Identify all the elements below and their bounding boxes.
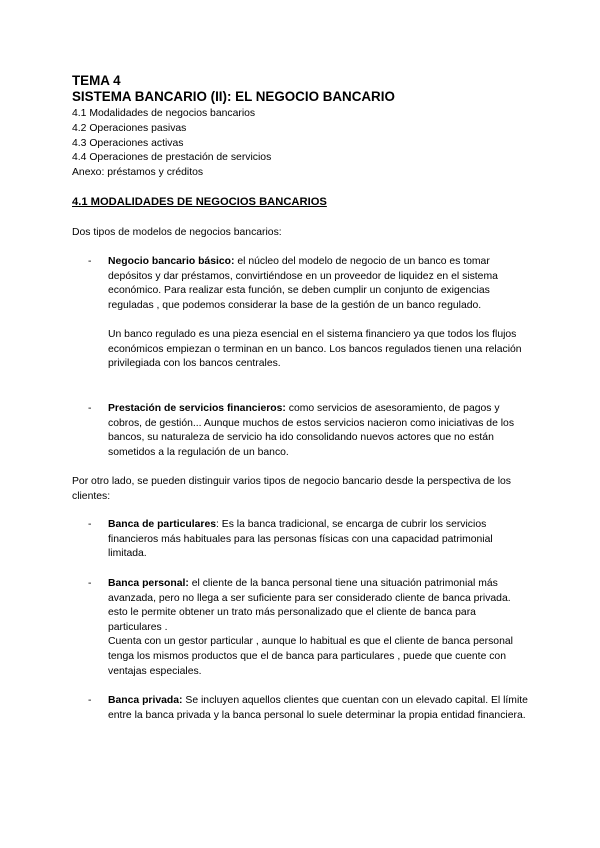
dash-bullet: -: [88, 403, 92, 414]
item-label: Prestación de servicios financieros:: [108, 403, 286, 414]
dash-bullet: -: [88, 578, 92, 589]
dash-bullet: -: [88, 695, 92, 706]
item-text: el núcleo del modelo de negocio de un banco es tomar depósitos y dar préstamos, convirtiéndose en un proveedor de liquidez en el sistema económico. Para realizar esta función, se deben cumplir un conjunto de exigencias reguladas , que podemos considerar la base de la gestión de un banco regulado.: [108, 256, 498, 311]
item-text: : Es la banca tradicional, se encarga de cubrir los servicios financieros más habituales para las personas físicas con una capacidad patrimonial limitada.: [108, 519, 493, 560]
item-label: Banca privada:: [108, 695, 183, 706]
table-of-contents: [72, 107, 532, 181]
item-label: Banca de particulares: [108, 519, 216, 530]
toc-item: 4.3 Operaciones activas: [72, 137, 184, 149]
dash-bullet: -: [88, 256, 92, 267]
item-text: como servicios de asesoramiento, de pagos y cobros, de gestión... Aunque muchos de estos servicios nacieron como iniciativas de los bancos, su naturaleza de servicio ha ido consolidando nuevos actores que no están sometidos a la regulación de un banco.: [108, 403, 515, 458]
dash-bullet: -: [88, 519, 92, 530]
item-label: Negocio bancario básico:: [108, 256, 235, 267]
item-label: Banca personal:: [108, 578, 189, 589]
item-text: el cliente de la banca personal tiene una situación patrimonial más avanzada, pero no llega a ser suficiente para ser considerado cliente de banca privada. esto le permite obtener un trato más personalizado que el cliente de banca para particulares .: [108, 578, 511, 633]
item-paragraph: Cuenta con un gestor particular , aunque lo habitual es que el cliente de banca personal tenga los mismos productos que el de banca para particulares , puede que cuente con ventajas especiales.: [108, 636, 513, 677]
intro-paragraph: Dos tipos de modelos de negocios bancarios:: [72, 227, 282, 238]
document-title: SISTEMA BANCARIO (II): EL NEGOCIO BANCARIO: [72, 89, 395, 104]
list-item-body: [108, 255, 528, 372]
list-item-body: [108, 694, 528, 723]
toc-item: Anexo: préstamos y créditos: [72, 167, 204, 179]
intro-paragraph: Por otro lado, se pueden distinguir varios tipos de negocio bancario desde la perspectiva de los clientes:: [72, 476, 511, 502]
list-item-body: [108, 402, 528, 460]
toc-item: 4.1 Modalidades de negocios bancarios: [72, 108, 256, 119]
list-item-body: [108, 518, 528, 562]
toc-item: 4.2 Operaciones pasivas: [72, 122, 187, 134]
item-text: Se incluyen aquellos clientes que cuentan con un elevado capital. El límite entre la banca privada y la banca personal lo suele determinar la propia entidad financiera.: [108, 695, 528, 721]
toc-item: 4.4 Operaciones de prestación de servicios: [72, 152, 272, 164]
section-heading: 4.1 MODALIDADES DE NEGOCIOS BANCARIOS: [72, 196, 327, 208]
topic-number: TEMA 4: [72, 73, 121, 88]
item-paragraph: Un banco regulado es una pieza esencial en el sistema financiero ya que todos los flujos económicos empiezan o terminan en un banco. Los bancos regulados tienen una relación privilegiada con los bancos centrales.: [108, 328, 522, 370]
list-item-body: [108, 577, 528, 679]
